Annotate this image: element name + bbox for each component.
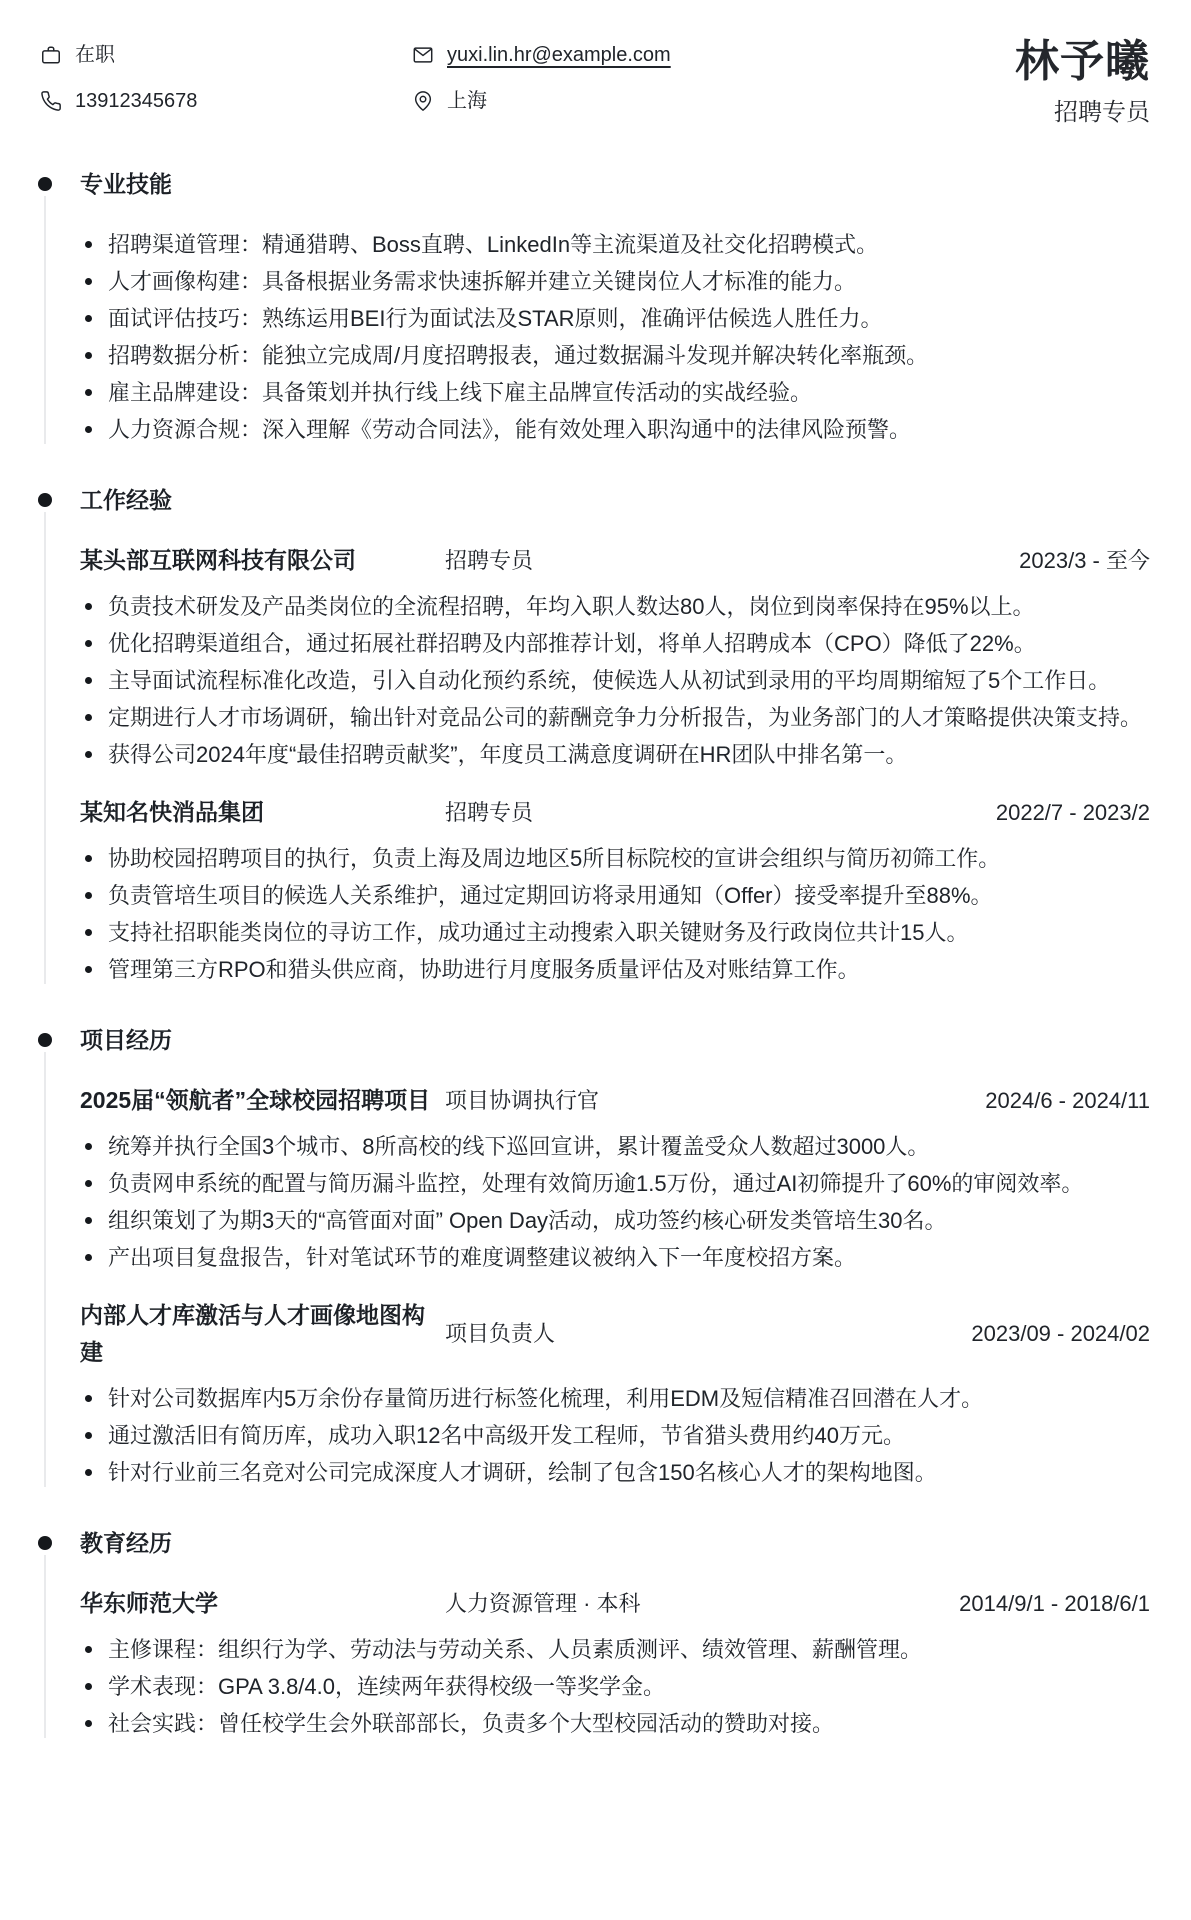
section-1 [0,169,1191,450]
bullet-item: 负责管培生项目的候选人关系维护，通过定期回访将录用通知（Offer）接受率提升至88%。 [80,877,1150,914]
employment-status-text: 在职 [75,44,115,66]
bullet-item: 统筹并执行全国3个城市、8所高校的线下巡回宣讲，累计覆盖受众人数超过3000人。 [80,1128,1150,1165]
bullet-list [80,1380,1150,1491]
entry-header [80,542,1150,579]
entry-date: 2023/09 - 2024/02 [971,1321,1150,1346]
bullet-item: 组织策划了为期3天的“高管面对面” Open Day活动，成功签约核心研发类管培生30名。 [80,1202,1150,1239]
bullet-item: 产出项目复盘报告，针对笔试环节的难度调整建议被纳入下一年度校招方案。 [80,1239,1150,1276]
email-link[interactable]: yuxi.lin.hr@example.com [447,44,671,66]
entry-title: 华东师范大学 [80,1590,218,1616]
section-title: 项目经历 [80,1027,172,1053]
entry-title: 内部人才库激活与人才画像地图构建 [80,1302,425,1365]
contact-column-right [412,42,890,114]
section-content [80,226,1150,448]
entry [80,542,1150,773]
resume-header [0,0,1191,127]
bullet-item: 招聘渠道管理：精通猎聘、Boss直聘、LinkedIn等主流渠道及社交化招聘模式。 [80,226,1150,263]
bullet-item: 协助校园招聘项目的执行，负责上海及周边地区5所目标院校的宣讲会组织与简历初筛工作。 [80,840,1150,877]
bullet-item: 优化招聘渠道组合，通过拓展社群招聘及内部推荐计划，将单人招聘成本（CPO）降低了22%。 [80,625,1150,662]
entry-date: 2022/7 - 2023/2 [995,799,1150,825]
bullet-item: 人才画像构建：具备根据业务需求快速拆解并建立关键岗位人才标准的能力。 [80,263,1150,300]
section-4 [0,1528,1191,1744]
bullet-item: 支持社招职能类岗位的寻访工作，成功通过主动搜索入职关键财务及行政岗位共计15人。 [80,914,1150,951]
bullet-item: 定期进行人才市场调研，输出针对竞品公司的薪酬竞争力分析报告，为业务部门的人才策略提供决策支持。 [80,699,1150,736]
entry-title: 某知名快消品集团 [80,799,264,825]
section-dot-icon [38,493,52,507]
entry-title: 某头部互联网科技有限公司 [80,547,356,573]
entry-role: 人力资源管理 · 本科 [445,1590,641,1616]
section-content [80,542,1150,988]
bullet-item: 招聘数据分析：能独立完成周/月度招聘报表，通过数据漏斗发现并解决转化率瓶颈。 [80,337,1150,374]
section-title: 工作经验 [80,487,172,513]
bullet-list [80,1128,1150,1276]
candidate-name: 林予曦 [1015,37,1150,86]
section-title: 专业技能 [80,171,172,197]
section-dot-icon [38,177,52,191]
bullet-item: 社会实践：曾任校学生会外联部部长，负责多个大型校园活动的赞助对接。 [80,1705,1150,1742]
location-text: 上海 [447,90,487,112]
briefcase-icon [40,44,62,66]
bullet-item: 学术表现：GPA 3.8/4.0，连续两年获得校级一等奖学金。 [80,1668,1150,1705]
entry-role: 项目协调执行官 [445,1087,600,1113]
entry-header [80,1585,1150,1622]
email [412,42,890,68]
bullet-list [80,226,1150,448]
entry [80,1585,1150,1742]
section-timeline-line [44,196,46,444]
entry-header [80,794,1150,831]
bullet-list [80,840,1150,988]
section-3 [0,1025,1191,1493]
resume-sections [0,169,1191,1744]
bullet-item: 负责技术研发及产品类岗位的全流程招聘，年均入职人数达80人，岗位到岗率保持在95%以上。 [80,588,1150,625]
entry-header [80,1082,1150,1119]
bullet-item: 人力资源合规：深入理解《劳动合同法》，能有效处理入职沟通中的法律风险预警。 [80,411,1150,448]
entry [80,1082,1150,1276]
contact-column-left [40,42,412,114]
name-block [890,36,1150,127]
entry-title: 2025届“领航者”全球校园招聘项目 [80,1087,431,1113]
section-2 [0,485,1191,990]
section-dot-icon [38,1033,52,1047]
entry-role: 招聘专员 [445,799,534,825]
bullet-item: 获得公司2024年度“最佳招聘贡献奖”，年度员工满意度调研在HR团队中排名第一。 [80,736,1150,773]
phone-icon [40,90,62,112]
entry-date: 2014/9/1 - 2018/6/1 [959,1590,1150,1616]
entry-header [80,1297,1150,1371]
entry-role: 招聘专员 [445,547,534,573]
candidate-title: 招聘专员 [1054,99,1150,126]
location [412,88,890,114]
entry [80,794,1150,988]
section-content [80,1082,1150,1491]
bullet-list [80,1631,1150,1742]
mail-icon [412,44,434,66]
section-timeline-line [44,1555,46,1738]
entry [80,1297,1150,1491]
bullet-item: 管理第三方RPO和猎头供应商，协助进行月度服务质量评估及对账结算工作。 [80,951,1150,988]
bullet-item: 负责网申系统的配置与简历漏斗监控，处理有效简历逾1.5万份，通过AI初筛提升了60%的审阅效率。 [80,1165,1150,1202]
section-title: 教育经历 [80,1530,172,1556]
bullet-list [80,588,1150,773]
bullet-item: 通过激活旧有简历库，成功入职12名中高级开发工程师，节省猎头费用约40万元。 [80,1417,1150,1454]
entry-date: 2023/3 - 至今 [1019,547,1150,573]
bullet-item: 针对公司数据库内5万余份存量简历进行标签化梳理，利用EDM及短信精准召回潜在人才。 [80,1380,1150,1417]
phone-text: 13912345678 [75,90,198,112]
bullet-item: 面试评估技巧：熟练运用BEI行为面试法及STAR原则，准确评估候选人胜任力。 [80,300,1150,337]
entry-role: 项目负责人 [445,1321,556,1346]
bullet-item: 雇主品牌建设：具备策划并执行线上线下雇主品牌宣传活动的实战经验。 [80,374,1150,411]
location-icon [412,90,434,112]
bullet-item: 针对行业前三名竞对公司完成深度人才调研，绘制了包含150名核心人才的架构地图。 [80,1454,1150,1491]
phone [40,88,412,114]
entry-date: 2024/6 - 2024/11 [985,1087,1150,1113]
section-timeline-line [44,1052,46,1487]
section-content [80,1585,1150,1742]
employment-status [40,42,412,68]
section-dot-icon [38,1536,52,1550]
bullet-item: 主导面试流程标准化改造，引入自动化预约系统，使候选人从初试到录用的平均周期缩短了5个工作日。 [80,662,1150,699]
bullet-item: 主修课程：组织行为学、劳动法与劳动关系、人员素质测评、绩效管理、薪酬管理。 [80,1631,1150,1668]
section-timeline-line [44,512,46,984]
